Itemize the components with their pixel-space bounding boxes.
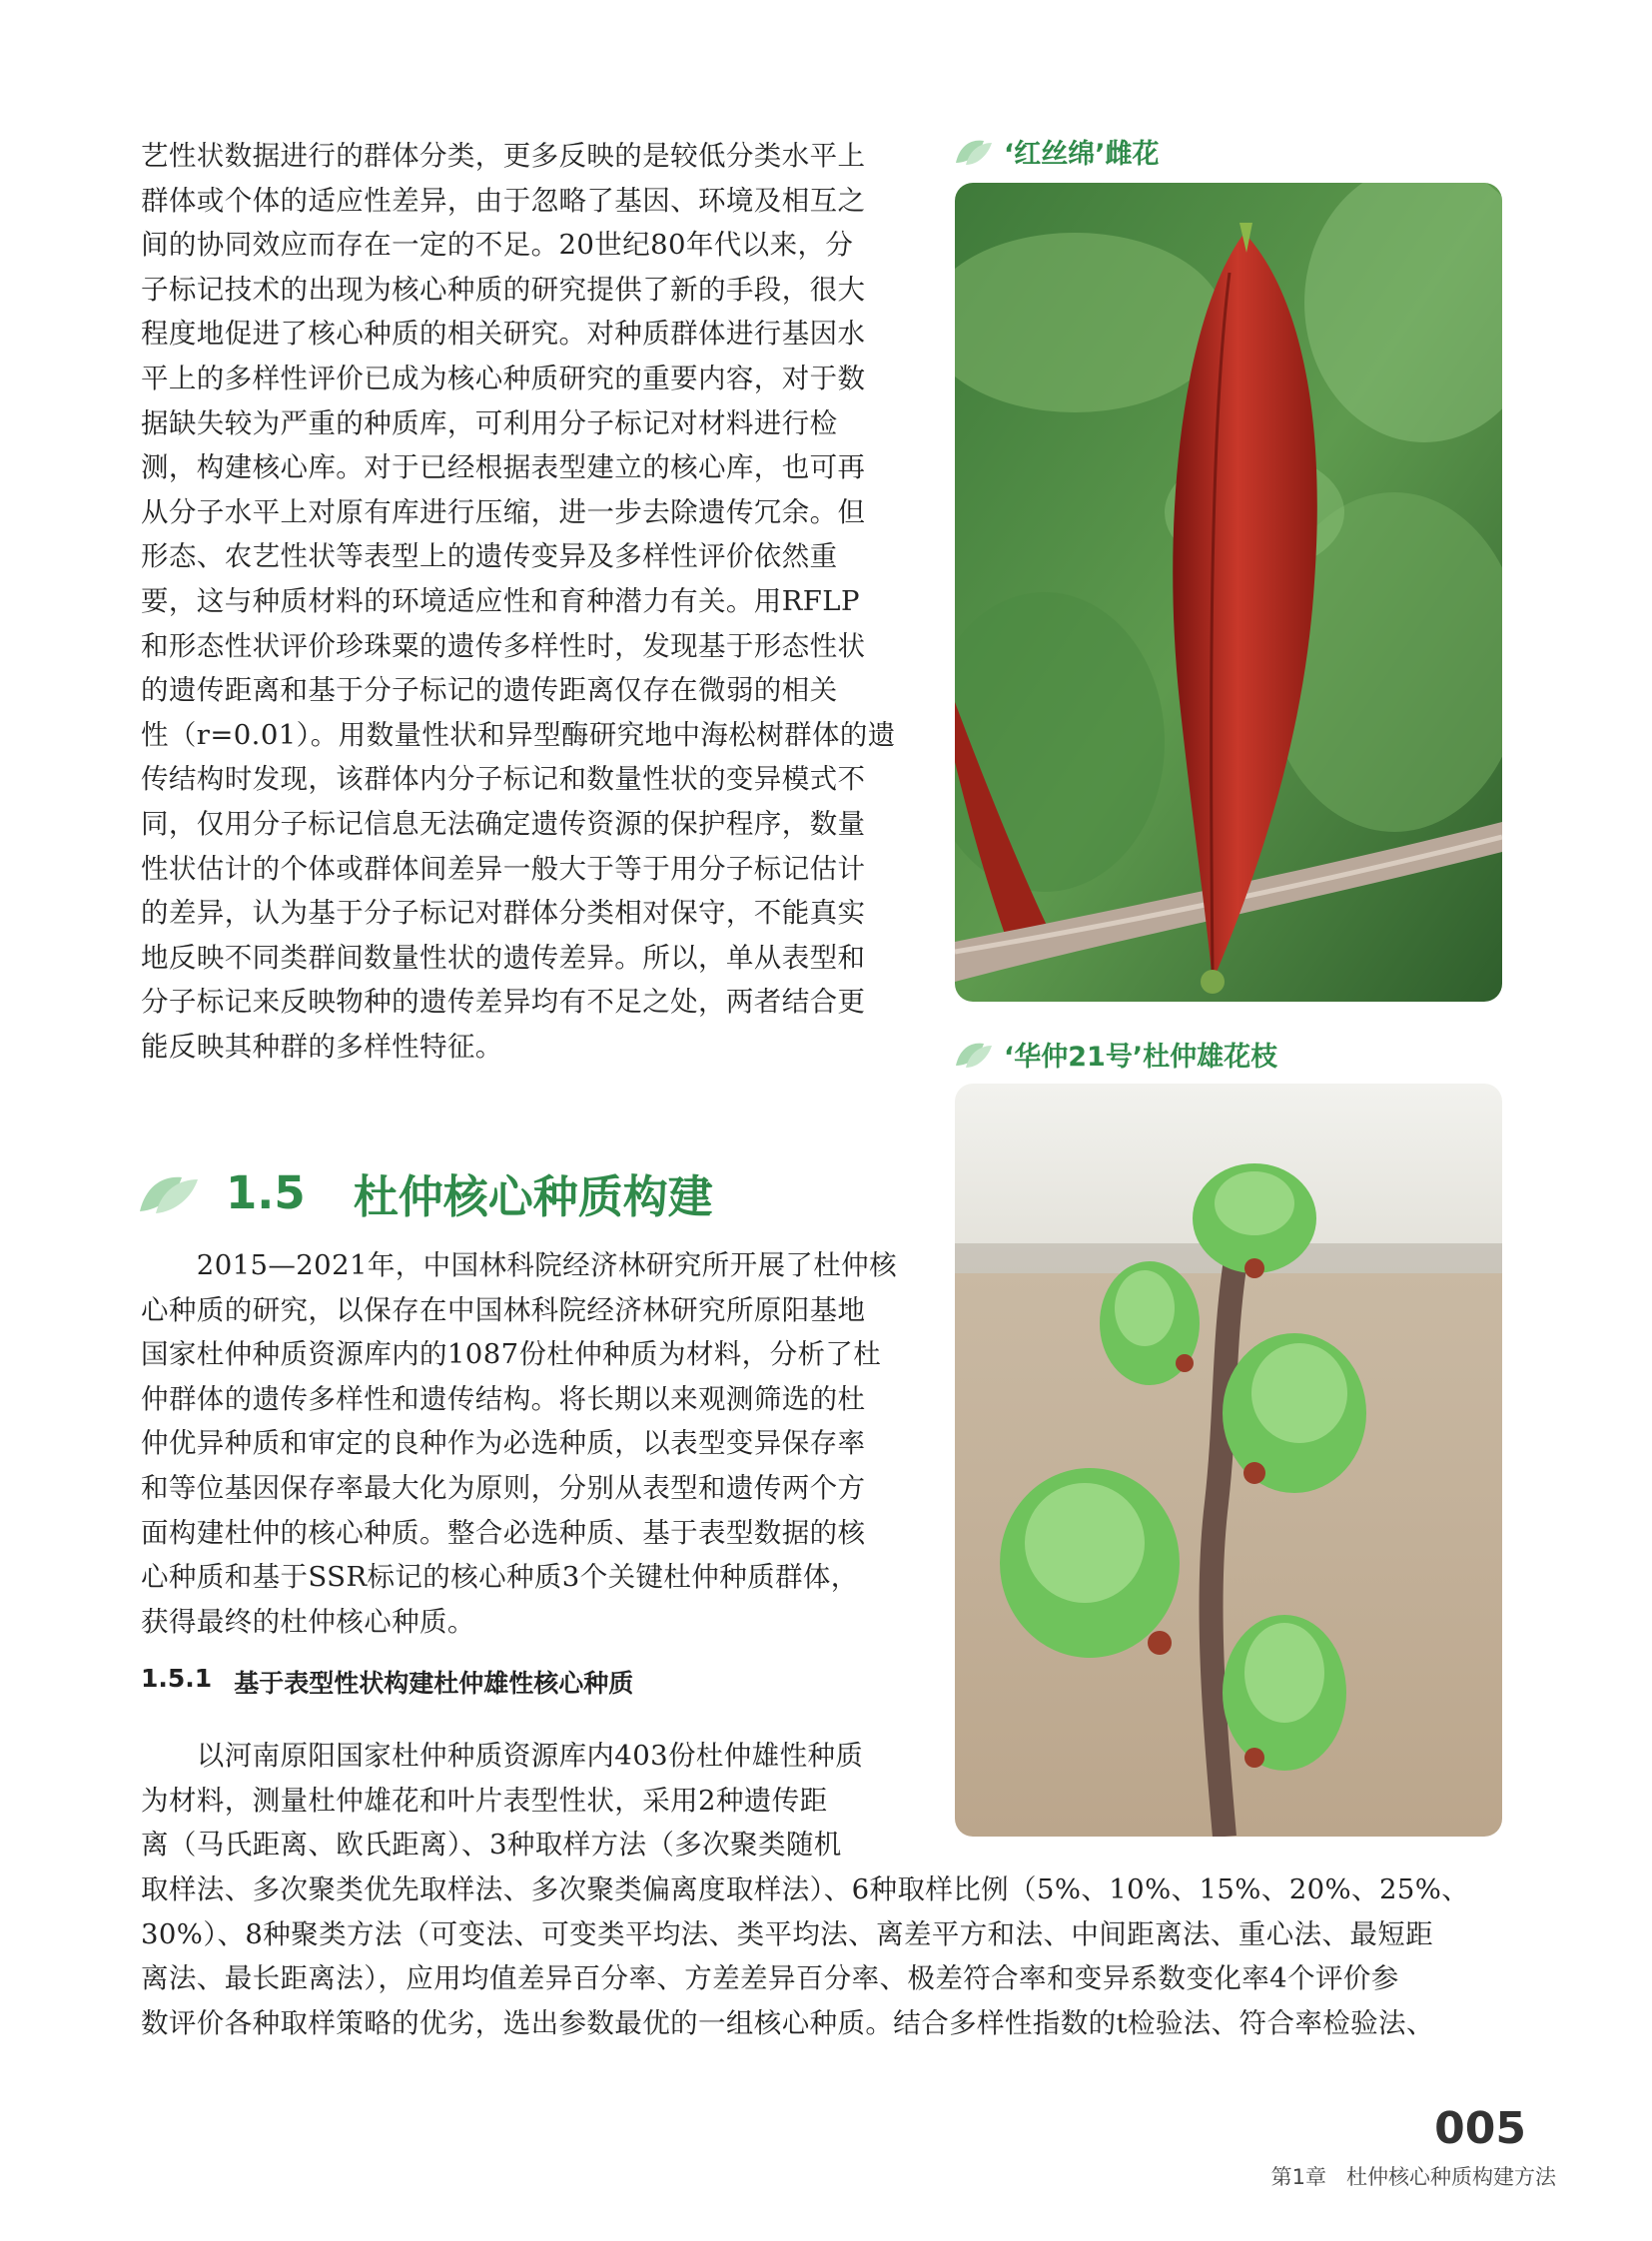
leaf-icon bbox=[954, 137, 994, 167]
leaf-icon bbox=[138, 1171, 200, 1215]
photo-male-flower-branch bbox=[955, 1084, 1502, 1837]
body-paragraph-subsection-narrow: 以河南原阳国家杜仲种质资源库内403份杜仲雄性种质 为材料，测量杜仲雄花和叶片表型性状，采用2种遗传距 离（马氏距离、欧氏距离）、3种取样方法（多次聚类随机 bbox=[141, 1740, 864, 1862]
photo-female-flower bbox=[955, 183, 1502, 1002]
figure-caption-female-flower bbox=[954, 132, 1160, 171]
figure-caption-male-branch bbox=[954, 1035, 1277, 1074]
page-number: 005 bbox=[1434, 2103, 1526, 2154]
section-number: 1.5 bbox=[226, 1166, 306, 1219]
section-title-text: 杜仲核心种质构建 bbox=[353, 1170, 713, 1223]
subsection-title-text: 基于表型性状构建杜仲雄性核心种质 bbox=[234, 1669, 634, 1698]
footer-chapter-title: 杜仲核心种质构建方法 bbox=[1346, 2165, 1556, 2189]
figure-caption-text: ‘华仲21号’杜仲雄花枝 bbox=[1004, 1042, 1278, 1073]
running-footer bbox=[1271, 2161, 1556, 2191]
leaf-icon bbox=[954, 1040, 994, 1070]
subsection-number: 1.5.1 bbox=[141, 1664, 213, 1693]
footer-chapter: 第1章 bbox=[1270, 2165, 1326, 2189]
body-paragraph-section: 2015—2021年，中国林科院经济林研究所开展了杜仲核 心种质的研究，以保存在中国林科院经济林研究所原阳基地 国家杜仲种质资源库内的1087份杜仲种质为材料，分析了杜 仲群体的遗传多样性和遗传结构。将长期以来观测筛选的杜 仲优异种质和审定的良种作为必选种质，以表型变异保存率 和等位基因保存率最大化为原则，分别从表型和遗传两个方 面构建杜仲的核心种质。整合必选种质、基于表型数据的核 心种质和基于SSR标记的核心种质3个关键杜仲种质群体， 获得最终的杜仲核心种质。 bbox=[141, 1249, 897, 1638]
figure-caption-text: ‘红丝绵’雌花 bbox=[1004, 139, 1160, 170]
body-paragraph-top: 艺性状数据进行的群体分类，更多反映的是较低分类水平上 群体或个体的适应性差异，由于忽略了基因、环境及相互之 间的协同效应而存在一定的不足。20世纪80年代以来，分 子标记技术的出现为核心种质的研究提供了新的手段，很大 程度地促进了核心种质的相关研究。对种质群体进行基因水 平上的多样性评价已成为核心种质研究的重要内容，对于数 据缺失较为严重的种质库，可利用分子标记对材料进行检 测，构建核心库。对于已经根据表型建立的核心库，也可再 从分子水平上对原有库进行压缩，进一步去除遗传冗余。但 形态、农艺性状等表型上的遗传变异及多样性评价依然重 要，这与种质材料的环境适应性和育种潜力有关。用RFLP 和形态性状评价珍珠粟的遗传多样性时，发现基于形态性状 的遗传距离和基于分子标记的遗传距离仅存在微弱的相关 性（r=0.01）。用数量性状和异型酶研究地中海松树群体的遗 传结构时发现，该群体内分子标记和数量性状的变异模式不 同，仅用分子标记信息无法确定遗传资源的保护程序，数量 性状估计的个体或群体间差异一般大于等于用分子标记估计 的差异，认为基于分子标记对群体分类相对保守，不能真实 地反映不同类群间数量性状的遗传差异。所以，单从表型和 分子标记来反映物种的遗传差异均有不足之处，两者结合更 能反映其种群的多样性特征。 bbox=[141, 140, 896, 1063]
body-paragraph-subsection-wide: 取样法、多次聚类优先取样法、多次聚类偏离度取样法）、6种取样比例（5%、10%、15%、20%、25%、 30%）、8种聚类方法（可变法、可变类平均法、类平均法、离差平方和法、中间距离法、重心法、最短距 离法、最长距离法），应用均值差异百分率、方差差异百分率、极差符合率和变异系数变化率4个评价参 数评价各种取样策略的优劣，选出参数最优的一组核心种质。结合多样性指数的t检验法、符合率检验法、 bbox=[141, 1873, 1470, 2039]
section-heading bbox=[138, 1160, 713, 1225]
subsection-heading bbox=[141, 1664, 633, 1700]
